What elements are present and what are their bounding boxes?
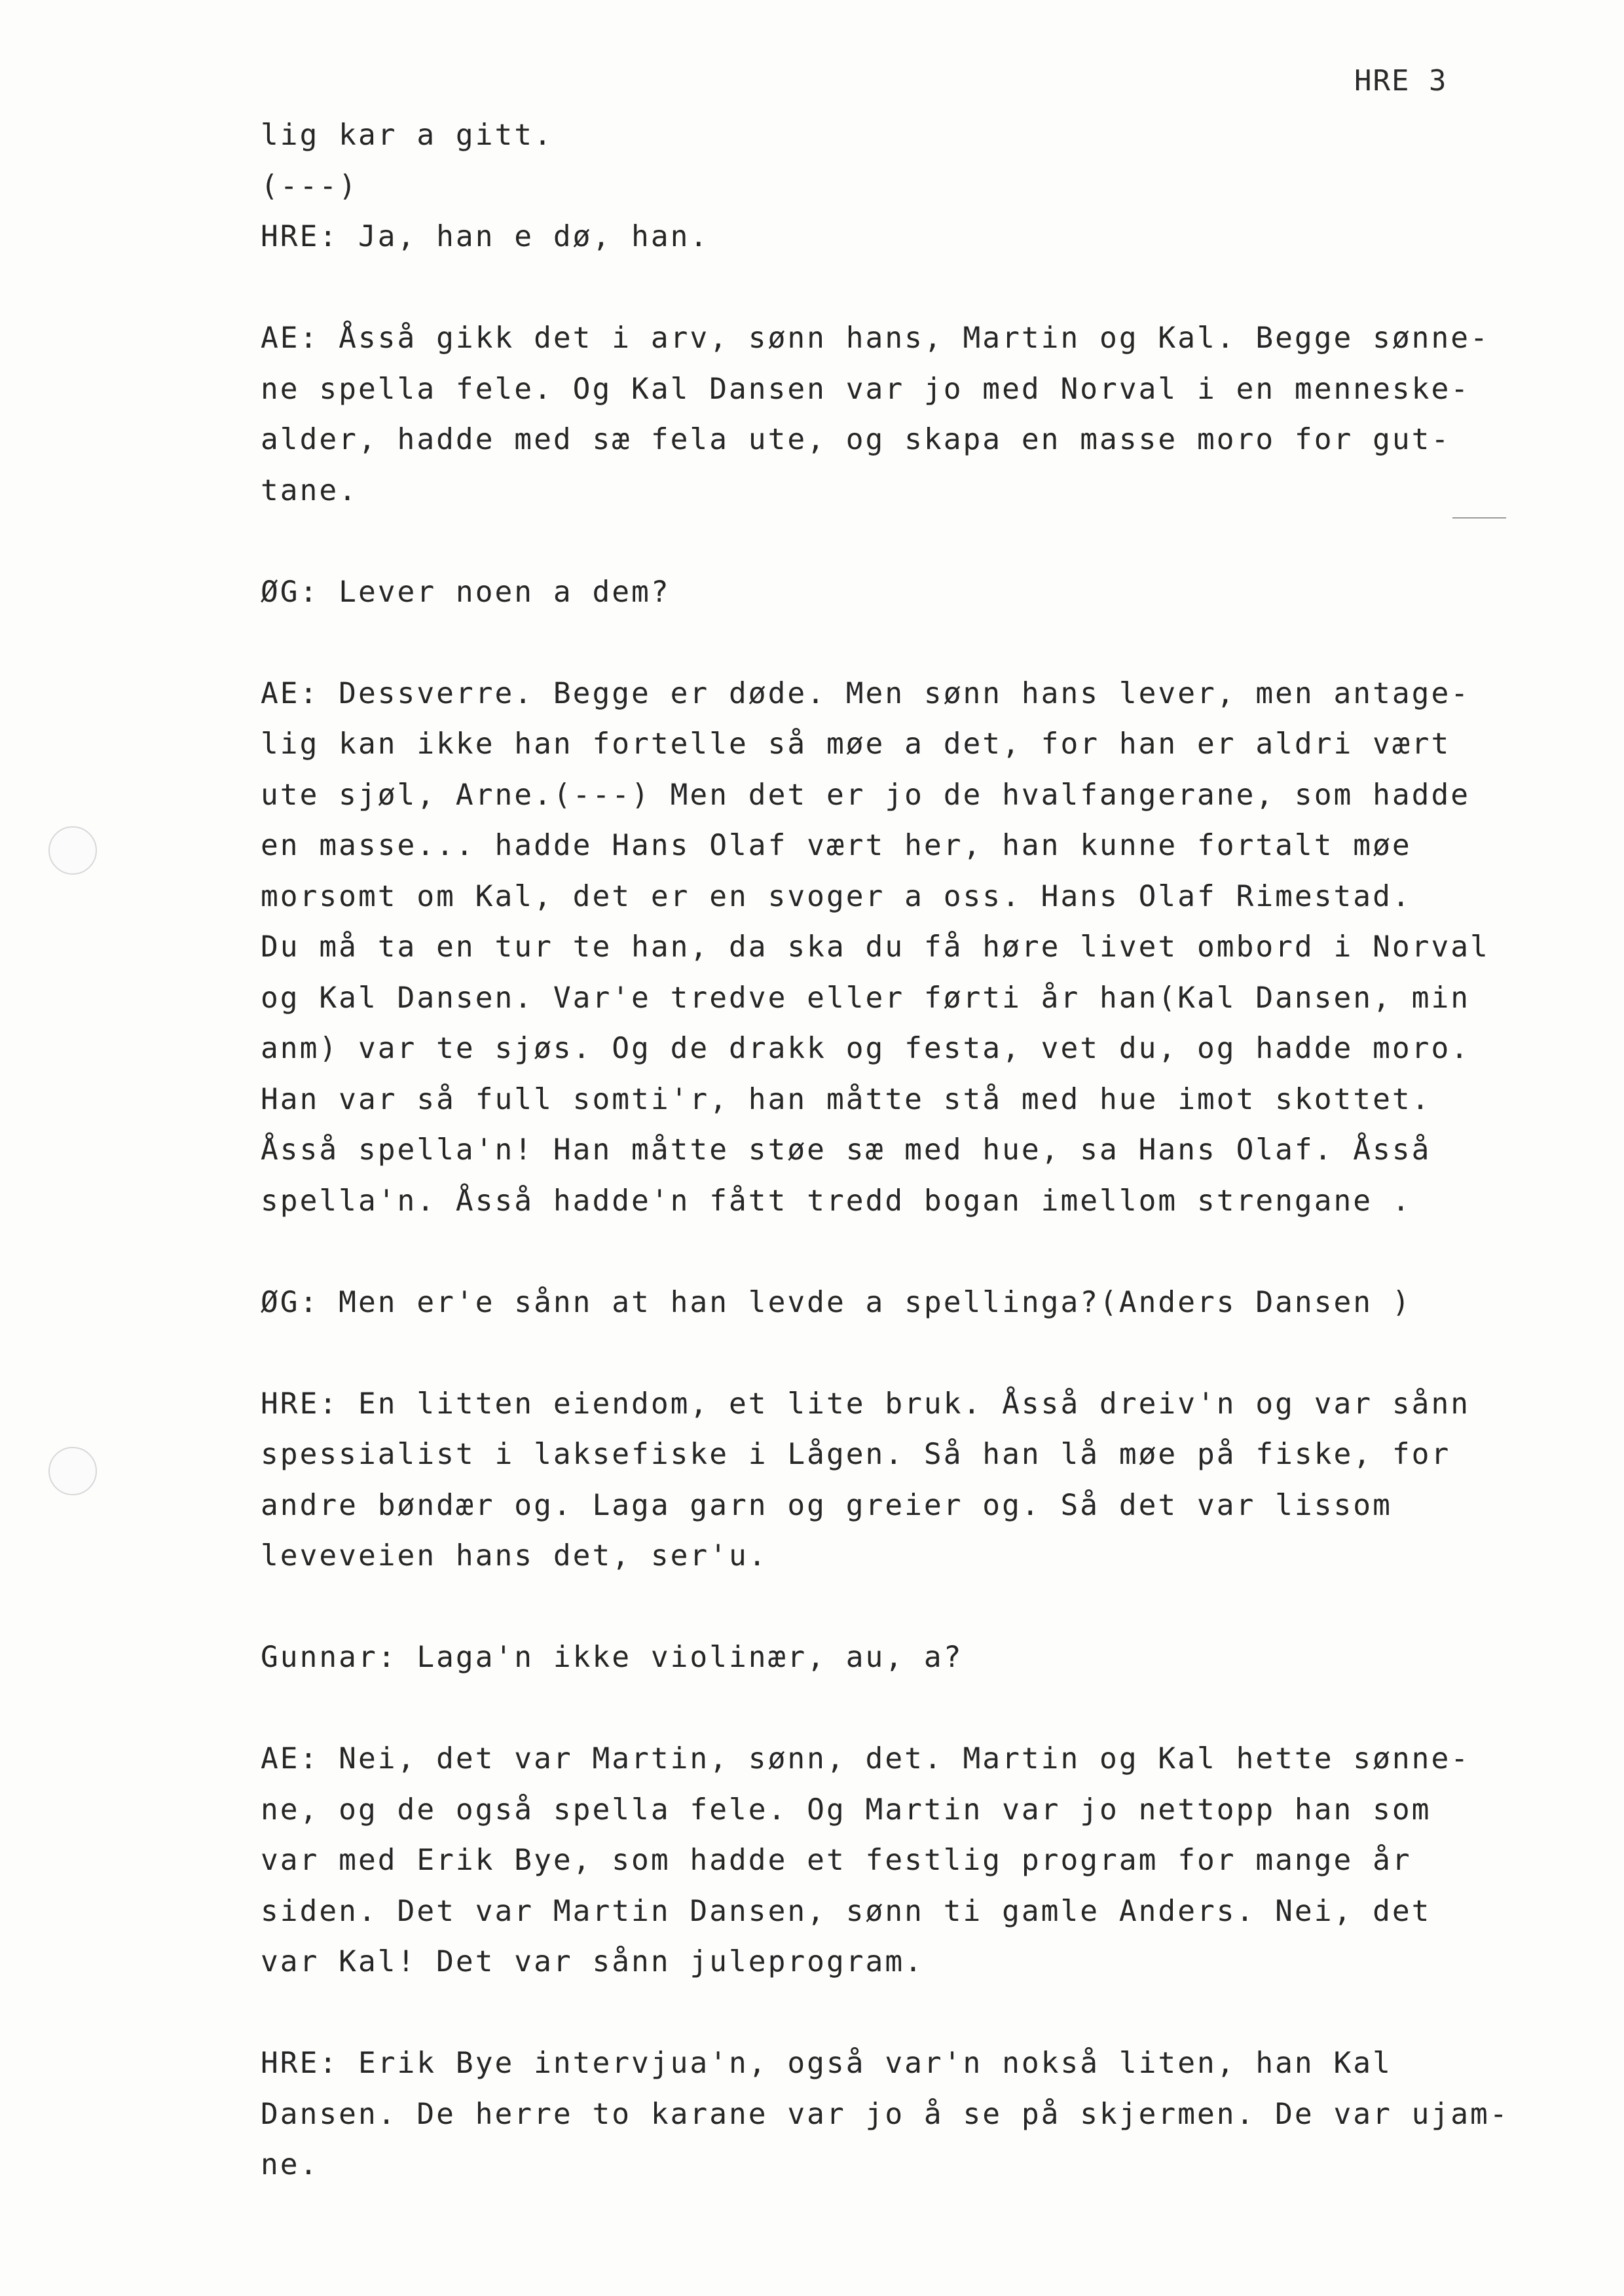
text-line: Dansen. De herre to karane var jo å se på skjermen. De var ujam- (261, 2097, 1509, 2131)
text-line: Han var så full somti'r, han måtte stå med hue imot skottet. (261, 1082, 1431, 1116)
text-line: siden. Det var Martin Dansen, sønn ti gamle Anders. Nei, det (261, 1894, 1431, 1928)
text-line: spessialist i laksefiske i Lågen. Så han lå møe på fiske, for (261, 1438, 1451, 1471)
blank-line (261, 1988, 1577, 2039)
punch-hole-lower (48, 1447, 97, 1495)
blank-line (261, 1226, 1577, 1277)
text-line: var med Erik Bye, som hadde et festlig program for mange år (261, 1844, 1412, 1877)
text-line: alder, hadde med sæ fela ute, og skapa en masse moro for gut- (261, 423, 1451, 456)
text-line: ØG: Men er'e sånn at han levde a spellinga?(Anders Dansen ) (261, 1285, 1412, 1319)
text-line: ne, og de også spella fele. Og Martin var jo nettopp han som (261, 1793, 1431, 1827)
text-line: ute sjøl, Arne.(---) Men det er jo de hvalfangerane, som hadde (261, 778, 1471, 812)
text-line: HRE: Erik Bye intervjua'n, også var'n nokså liten, han Kal (261, 2047, 1392, 2080)
text-line: tane. (261, 473, 358, 507)
punch-hole-upper (48, 826, 97, 875)
text-line: anm) var te sjøs. Og de drakk og festa, vet du, og hadde moro. (261, 1032, 1471, 1065)
text-line: ØG: Lever noen a dem? (261, 575, 671, 609)
blank-line (261, 516, 1577, 567)
text-line: og Kal Dansen. Var'e tredve eller førti år han(Kal Dansen, min (261, 981, 1471, 1015)
blank-line (261, 617, 1577, 668)
text-line: AE: Dessverre. Begge er døde. Men sønn hans lever, men antage- (261, 676, 1471, 710)
transcript-body (261, 110, 1577, 2191)
text-line: andre bøndær og. Laga garn og greier og. Så det var lissom (261, 1488, 1392, 1522)
text-line: (---) (261, 169, 358, 203)
blank-line (261, 263, 1577, 314)
blank-line (261, 1582, 1577, 1633)
text-line: lig kar a gitt. (261, 118, 553, 152)
text-line: var Kal! Det var sånn juleprogram. (261, 1945, 924, 1978)
text-line: morsomt om Kal, det er en svoger a oss. Hans Olaf Rimestad. (261, 879, 1412, 913)
text-line: ne spella fele. Og Kal Dansen var jo med Norval i en menneske- (261, 372, 1471, 406)
page-number: HRE 3 (1354, 64, 1448, 98)
text-line: en masse... hadde Hans Olaf vært her, han kunne fortalt møe (261, 829, 1412, 862)
blank-line (261, 1328, 1577, 1379)
text-line: Åsså spella'n! Han måtte støe sæ med hue, sa Hans Olaf. Åsså (261, 1133, 1431, 1167)
text-line: Du må ta en tur te han, da ska du få høre livet ombord i Norval (261, 930, 1490, 964)
text-line: Gunnar: Laga'n ikke violinær, au, a? (261, 1641, 963, 1674)
text-line: HRE: En litten eiendom, et lite bruk. Åsså dreiv'n og var sånn (261, 1387, 1471, 1421)
text-line: AE: Nei, det var Martin, sønn, det. Martin og Kal hette sønne- (261, 1742, 1471, 1776)
text-line: lig kan ikke han fortelle så møe a det, for han er aldri vært (261, 727, 1451, 761)
text-line: spella'n. Åsså hadde'n fått tredd bogan imellom strengane . (261, 1184, 1412, 1218)
text-line: ne. (261, 2148, 320, 2181)
text-line: HRE: Ja, han e dø, han. (261, 220, 710, 253)
text-line: leveveien hans det, ser'u. (261, 1539, 768, 1573)
text-line: AE: Åsså gikk det i arv, sønn hans, Martin og Kal. Begge sønne- (261, 321, 1490, 355)
blank-line (261, 1683, 1577, 1734)
